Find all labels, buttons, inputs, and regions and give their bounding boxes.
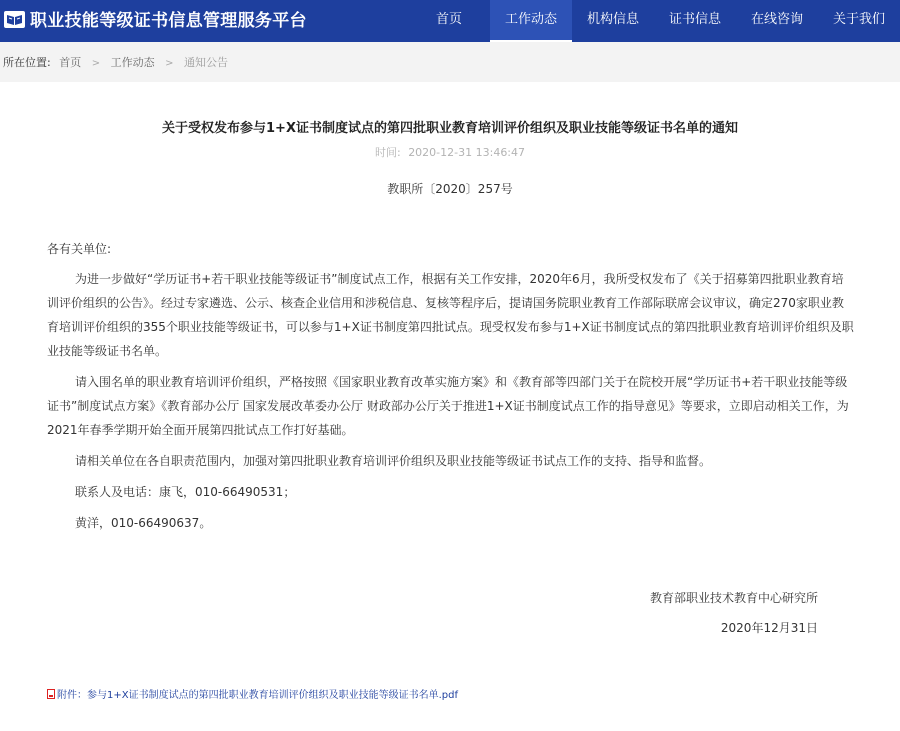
signature-org: 教育部职业技术教育中心研究所 (649, 591, 818, 605)
article-meta (0, 144, 900, 160)
book-logo-icon[interactable] (4, 11, 25, 28)
nav-item-work-news[interactable]: 工作动态 (490, 0, 572, 42)
chevron-right-icon: > (91, 58, 101, 69)
nav-item-home[interactable]: 首页 (435, 12, 462, 27)
breadcrumb-notices[interactable]: 通知公告 (184, 56, 228, 69)
article-title: 关于受权发布参与1+X证书制度试点的第四批职业教育培训评价组织及职业技能等级证书名单的通知 (162, 121, 738, 136)
breadcrumb-prefix: 所在位置: (3, 56, 51, 69)
breadcrumb-home[interactable]: 首页 (59, 56, 82, 69)
time-label: 时间: (374, 146, 401, 159)
paragraph-1: 为进一步做好“学历证书+若干职业技能等级证书”制度试点工作，根据有关工作安排，2020年6月，我所受权发布了《关于招募第四批职业教育培训评价组织的公告》。经过专家遴选、公示、核查企业信用和涉税信息、复核等程序后，提请国务院职业教育工作部际联席会议审议，确定270家职业教育培训评价组织的355个职业技能等级证书，可以参与1+X证书制度第四批试点。现受权发布参与1+X证书制度试点的第四批职业教育培训评价组织及职业技能等级证书名单。 (47, 272, 854, 358)
attachment-label: 附件： (57, 690, 87, 701)
top-header (0, 0, 900, 42)
contact-line-1: 联系人及电话：康飞，010-66490531； (75, 485, 296, 499)
breadcrumb (0, 44, 228, 82)
nav-item-online-consult[interactable]: 在线咨询 (750, 12, 803, 27)
main-nav (408, 0, 900, 42)
attachment-link[interactable] (47, 686, 458, 701)
site-title[interactable]: 职业技能等级证书信息管理服务平台 (30, 11, 307, 31)
signature-date: 2020年12月31日 (720, 621, 818, 635)
chevron-right-icon: > (165, 58, 174, 69)
nav-item-institutions[interactable]: 机构信息 (586, 12, 639, 27)
publish-time: 2020-12-31 13:46:47 (408, 146, 526, 159)
nav-item-about-us[interactable]: 关于我们 (832, 12, 885, 27)
paragraph-3: 请相关单位在各自职责范围内，加强对第四批职业教育培训评价组织及职业技能等级证书试点工作的支持、指导和监督。 (75, 454, 712, 468)
article-body (47, 237, 855, 542)
article-container (0, 82, 900, 731)
contact-line-2: 黄洋，010-66490637。 (75, 516, 212, 530)
attachment-filename[interactable]: 参与1+X证书制度试点的第四批职业教育培训评价组织及职业技能等级证书名单.pdf (87, 690, 458, 701)
paragraph-2: 请入围名单的职业教育培训评价组织，严格按照《国家职业教育改革实施方案》和《教育部等四部门关于在院校开展“学历证书+若干职业技能等级证书”制度试点方案》《教育部办公厅 国家发展改革委办公厅 财政部办公厅关于推进1+X证书制度试点工作的指导意见》等要求，立即启动相关工作，为2021年春季学期开始全面开展第四批试点工作打好基础。 (47, 375, 849, 437)
salutation: 各有关单位: (47, 242, 112, 256)
nav-item-certificates[interactable]: 证书信息 (668, 12, 721, 27)
document-number: 教职所〔2020〕257号 (387, 182, 513, 196)
pdf-file-icon (47, 689, 55, 699)
breadcrumb-work-news[interactable]: 工作动态 (110, 56, 155, 69)
